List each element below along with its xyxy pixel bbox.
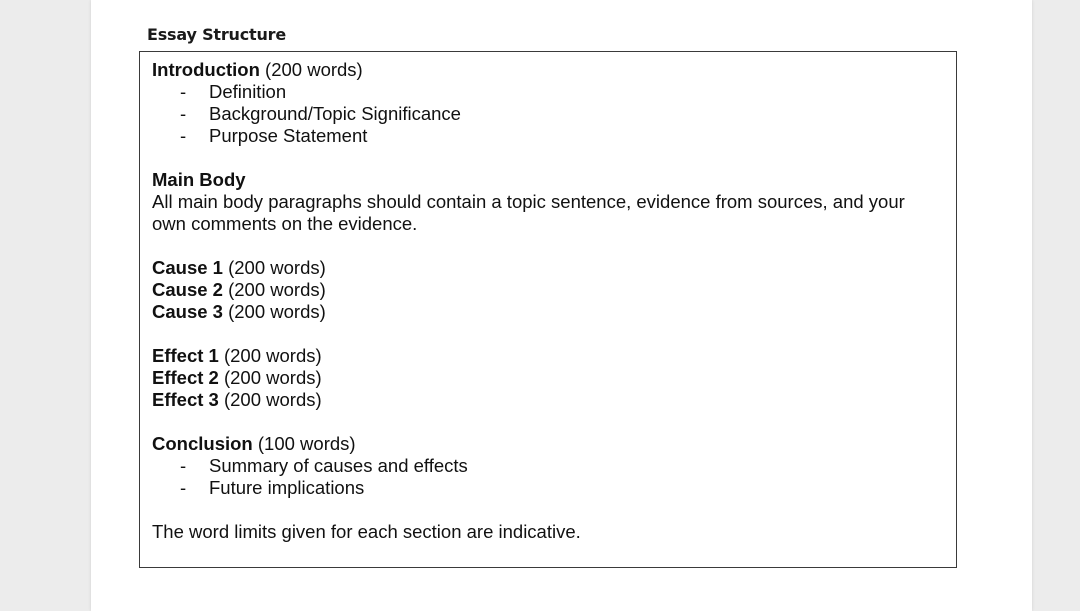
main-body-heading: Main Body (152, 169, 246, 190)
cause-word-count: (200 words) (228, 301, 326, 322)
main-body-description: All main body paragraphs should contain a topic sentence, evidence from sources, and your own comments on the evidence. (152, 191, 905, 234)
introduction-bullet (152, 125, 956, 147)
effect-word-count: (200 words) (223, 389, 322, 410)
bullet-dash: - (180, 455, 187, 476)
effect-label: Effect 3 (152, 389, 219, 410)
introduction-word-count: (200 words) (265, 59, 363, 80)
bullet-dash: - (180, 81, 187, 102)
page-title: Essay Structure (147, 25, 287, 44)
document-page (91, 0, 1032, 611)
bullet-dash: - (180, 125, 187, 146)
conclusion-bullet-text: Summary of causes and effects (209, 455, 468, 476)
cause-line (152, 257, 956, 279)
conclusion-heading-line (152, 433, 956, 455)
introduction-heading-line (152, 59, 956, 81)
introduction-bullet-text: Definition (209, 81, 287, 102)
conclusion-word-count: (100 words) (257, 433, 356, 454)
essay-structure-box (139, 51, 957, 568)
effect-line (152, 345, 956, 367)
conclusion-bullet (152, 455, 956, 477)
conclusion-bullet (152, 477, 956, 499)
cause-label: Cause 3 (152, 301, 223, 322)
introduction-bullet-text: Background/Topic Significance (209, 103, 461, 124)
cause-label: Cause 2 (152, 279, 223, 300)
cause-line (152, 279, 956, 301)
cause-word-count: (200 words) (228, 279, 326, 300)
effect-line (152, 389, 956, 411)
effect-word-count: (200 words) (223, 367, 322, 388)
introduction-bullet (152, 103, 956, 125)
effect-label: Effect 1 (152, 345, 219, 366)
introduction-bullet-text: Purpose Statement (209, 125, 368, 146)
conclusion-heading: Conclusion (152, 433, 253, 454)
cause-label: Cause 1 (152, 257, 223, 278)
main-body-heading-line (152, 169, 956, 191)
conclusion-bullet-text: Future implications (209, 477, 365, 498)
effect-word-count: (200 words) (223, 345, 322, 366)
effect-label: Effect 2 (152, 367, 219, 388)
cause-word-count: (200 words) (228, 257, 326, 278)
bullet-dash: - (180, 477, 187, 498)
introduction-bullet (152, 81, 956, 103)
bullet-dash: - (180, 103, 187, 124)
word-limit-note: The word limits given for each section are indicative. (152, 521, 581, 542)
effect-line (152, 367, 956, 389)
introduction-heading: Introduction (152, 59, 260, 80)
cause-line (152, 301, 956, 323)
